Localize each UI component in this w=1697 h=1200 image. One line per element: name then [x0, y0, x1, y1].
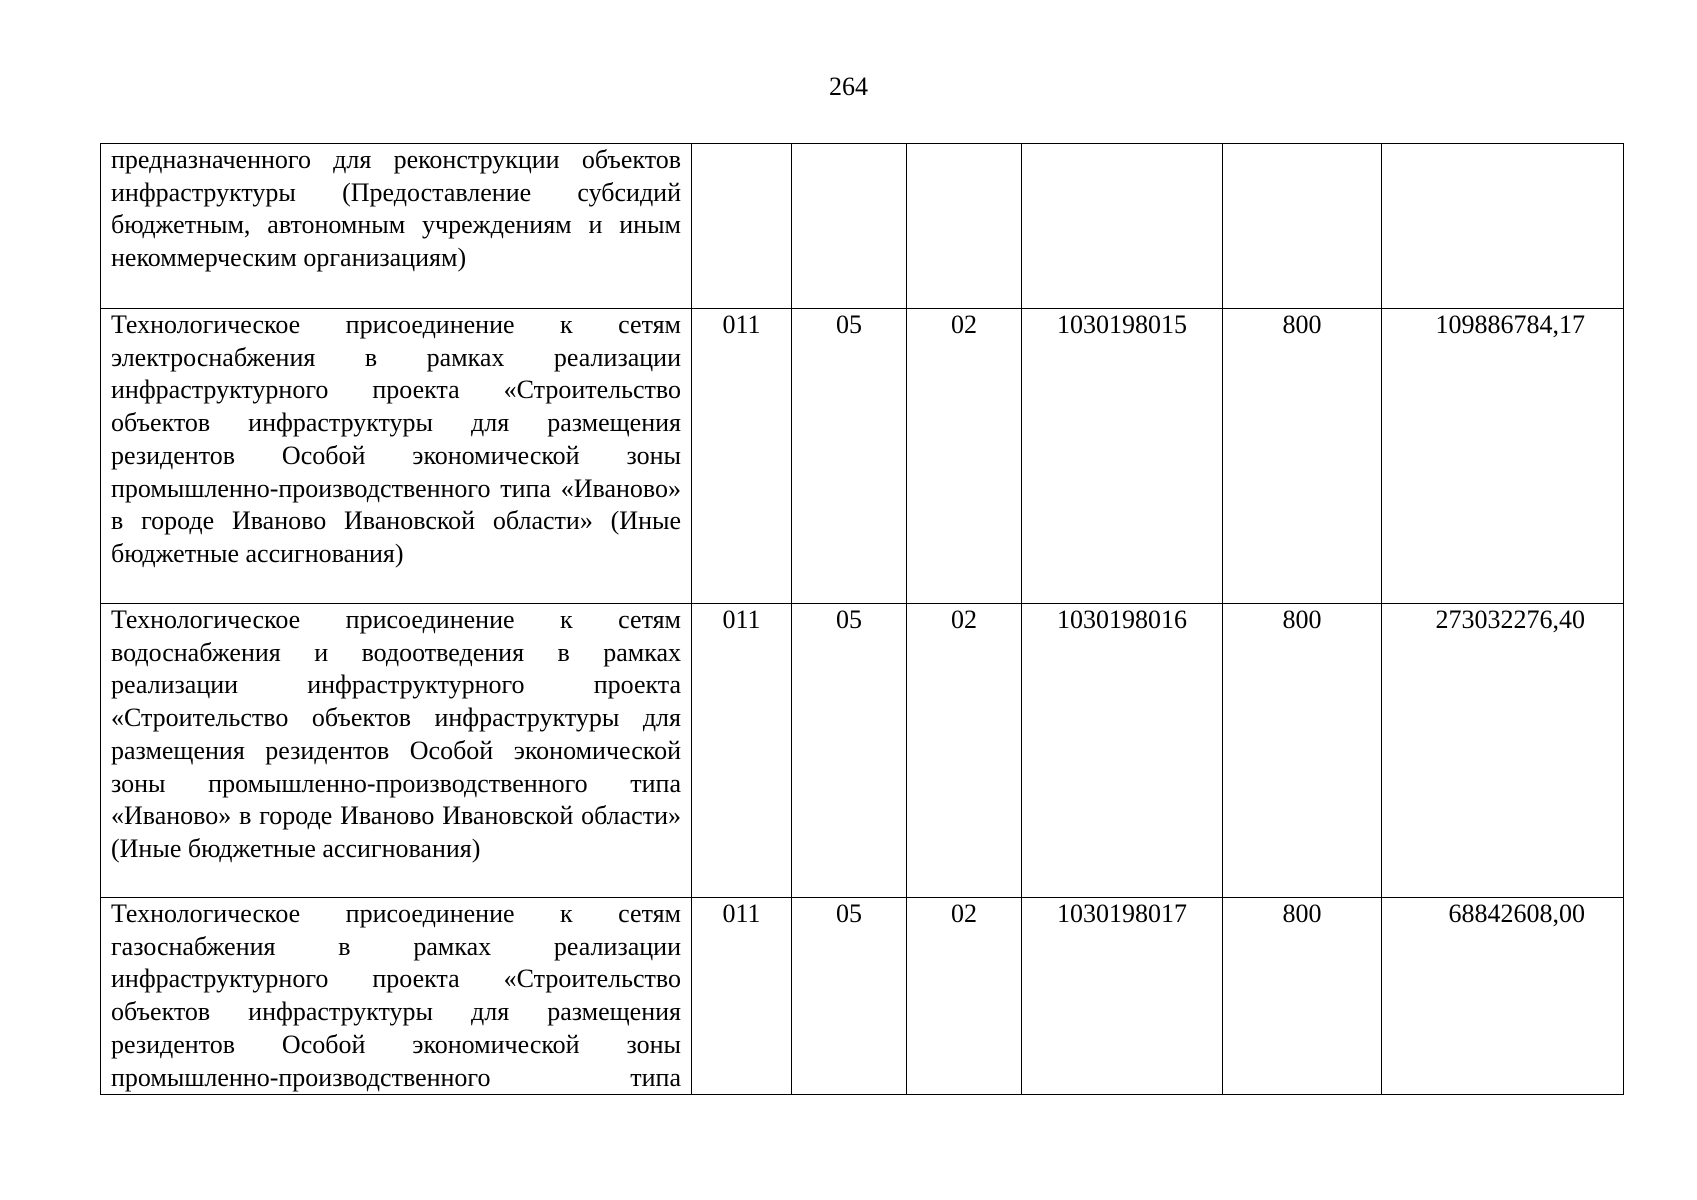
target-article-cell: 1030198016: [1022, 604, 1223, 898]
target-article-cell: 1030198017: [1022, 898, 1223, 1095]
table-row: [101, 898, 1624, 1095]
target-article-cell: 1030198015: [1022, 309, 1223, 604]
subsection-cell: 02: [907, 898, 1022, 1095]
page-number: 264: [829, 72, 868, 101]
amount-cell: [1382, 144, 1624, 309]
expense-type-cell: 800: [1223, 604, 1382, 898]
row-description: Технологическое присоединение к сетям газоснабжения в рамках реализации инфраструктурного проекта «Строительство объектов инфраструктуры для размещения резидентов Особой экономической зоны промышленно-производственного типа: [101, 898, 692, 1095]
section-cell: 05: [792, 604, 907, 898]
amount-cell: 68842608,00: [1382, 898, 1624, 1095]
row-description: Технологическое присоединение к сетям водоснабжения и водоотведения в рамках реализации инфраструктурного проекта «Строительство объектов инфраструктуры для размещения резидентов Особой экономической зоны промышленно-производственного типа «Иваново» в городе Иваново Ивановской области» (Иные бюджетные ассигнования): [101, 604, 692, 898]
subsection-cell: 02: [907, 309, 1022, 604]
table-row: [101, 144, 1624, 309]
row-description: предназначенного для реконструкции объектов инфраструктуры (Предоставление субсидий бюджетным, автономным учреждениям и иным некоммерческим организациям): [101, 144, 692, 309]
expense-type-cell: [1223, 144, 1382, 309]
admin-code-cell: [692, 144, 792, 309]
expense-type-cell: 800: [1223, 898, 1382, 1095]
budget-table: [100, 143, 1624, 1095]
subsection-cell: [907, 144, 1022, 309]
amount-cell: 109886784,17: [1382, 309, 1624, 604]
table-row: [101, 309, 1624, 604]
admin-code-cell: 011: [692, 898, 792, 1095]
section-cell: 05: [792, 898, 907, 1095]
section-cell: 05: [792, 309, 907, 604]
expense-type-cell: 800: [1223, 309, 1382, 604]
section-cell: [792, 144, 907, 309]
admin-code-cell: 011: [692, 604, 792, 898]
amount-cell: 273032276,40: [1382, 604, 1624, 898]
table-row: [101, 604, 1624, 898]
target-article-cell: [1022, 144, 1223, 309]
admin-code-cell: 011: [692, 309, 792, 604]
row-description: Технологическое присоединение к сетям электроснабжения в рамках реализации инфраструктурного проекта «Строительство объектов инфраструктуры для размещения резидентов Особой экономической зоны промышленно-производственного типа «Иваново» в городе Иваново Ивановской области» (Иные бюджетные ассигнования): [101, 309, 692, 604]
subsection-cell: 02: [907, 604, 1022, 898]
